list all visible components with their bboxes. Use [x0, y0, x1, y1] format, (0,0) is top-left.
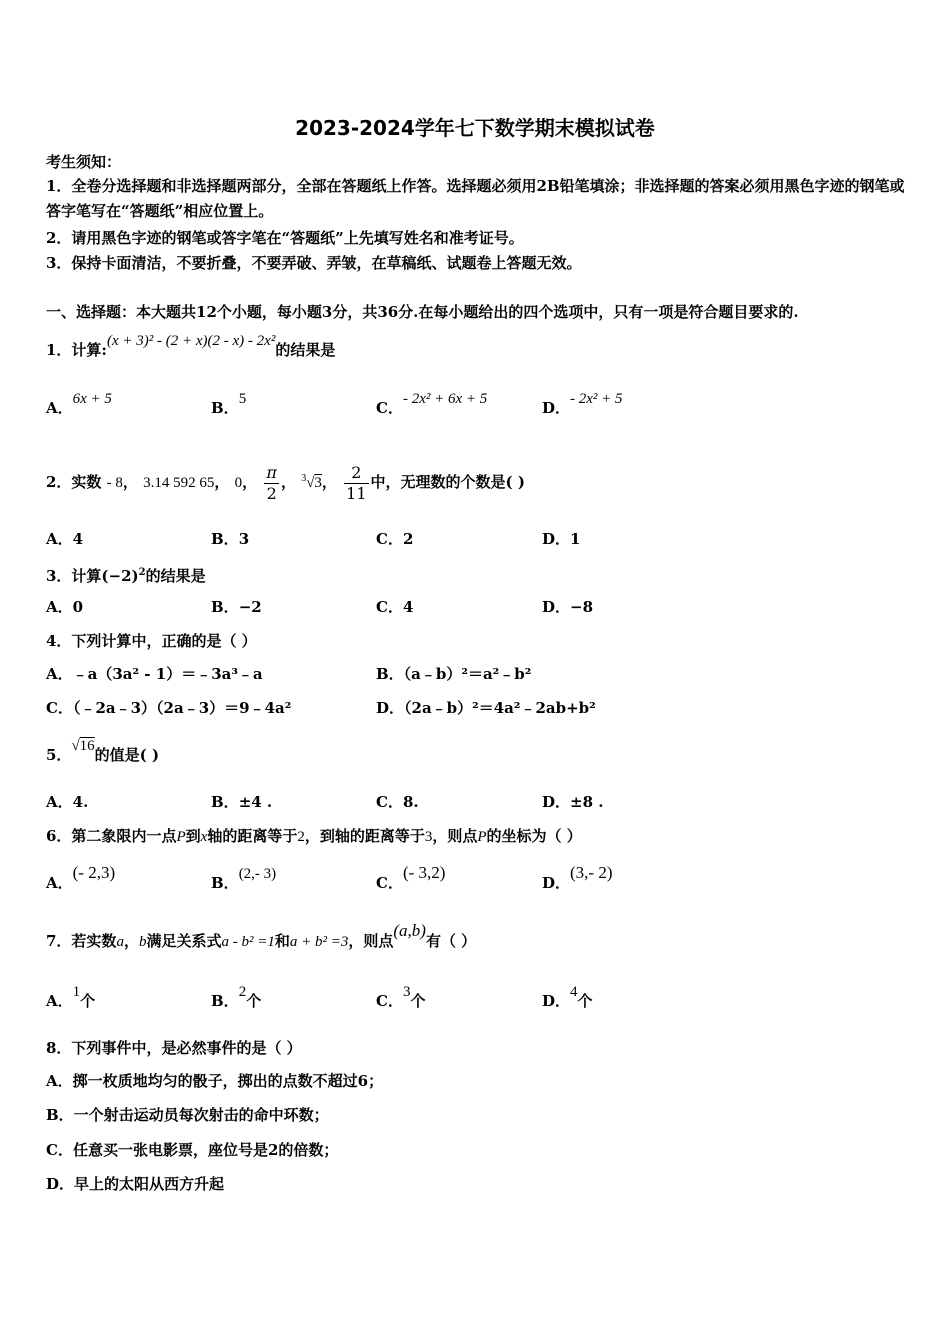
q2-option-c[interactable]: C．2	[376, 530, 414, 548]
q8-option-a[interactable]: A．掷一枚质地均匀的骰子，掷出的点数不超过6；	[46, 1072, 384, 1090]
q1-option-d-value: - 2x² + 5	[570, 391, 623, 407]
q2-number-3: 0	[234, 475, 243, 491]
question-1	[46, 333, 336, 361]
q8-option-b[interactable]: B．一个射击运动员每次射击的命中环数；	[46, 1106, 329, 1124]
question-8: 8．下列事件中，是必然事件的是（ ）	[46, 1039, 302, 1057]
q6-option-c[interactable]: C．(- 3,2)	[376, 863, 446, 892]
question-5: 5．√16的值是( )	[46, 738, 160, 764]
q2-cube-root: $^3$√3	[301, 473, 322, 491]
notice-item-1: 1．全卷分选择题和非选择题两部分，全部在答题纸上作答。选择题必须用2B铅笔填涂；非选择题的答案必须用黑色字迹的钢笔或答字笔写在“答题纸”相应位置上。	[46, 177, 905, 220]
q4-option-a[interactable]: A．﹣a（3a² - 1）＝﹣3a³﹣a	[46, 665, 263, 683]
notice-item-2: 2．请用黑色字迹的钢笔或答字笔在“答题纸”上先填写姓名和准考证号。	[46, 229, 524, 247]
q8-option-c[interactable]: C．任意买一张电影票，座位号是2的倍数；	[46, 1141, 339, 1159]
q7-option-c[interactable]: C．3个	[376, 984, 426, 1010]
question-7: 7．若实数a，b满足关系式a - b² =1和a + b² =3，则点(a,b)有（ ）	[46, 921, 477, 950]
q5-option-d[interactable]: D．±8 .	[542, 793, 604, 811]
question-2: 2．实数 - 8， 3.14 592 65， 0， $\frac{\pi}{2}$ ， $^3$√3， $\frac{2}{11}$ 中，无理数的个数是( )	[46, 462, 525, 503]
q1-prefix: 1．计算:	[46, 341, 107, 359]
q5-sqrt: √16	[71, 738, 95, 754]
q2-option-b[interactable]: B．3	[211, 530, 250, 548]
q7-option-d[interactable]: D．4个	[542, 984, 593, 1010]
q5-option-a[interactable]: A．4.	[46, 793, 89, 811]
q4-option-d[interactable]: D．（2a﹣b）²＝4a²﹣2ab+b²	[376, 699, 596, 717]
q4-option-c[interactable]: C．（﹣2a﹣3）（2a﹣3）＝9﹣4a²	[46, 699, 292, 717]
q3-option-c[interactable]: C．4	[376, 598, 414, 616]
q7-option-b[interactable]: B．2个	[211, 984, 262, 1010]
q2-suffix: 中，无理数的个数是( )	[370, 473, 525, 491]
q2-fraction-pi: $\frac{\pi}{2}$	[266, 462, 277, 503]
notice-heading: 考生须知：	[46, 153, 122, 171]
q1-option-d[interactable]: D．- 2x² + 5	[542, 391, 623, 417]
q2-option-a[interactable]: A．4	[46, 530, 84, 548]
q1-option-b[interactable]: B．5	[211, 391, 247, 417]
q7-option-a[interactable]: A．1个	[46, 984, 96, 1010]
question-4: 4．下列计算中，正确的是（ ）	[46, 632, 257, 650]
q3-option-d[interactable]: D．−8	[542, 598, 594, 616]
q5-option-c[interactable]: C．8.	[376, 793, 419, 811]
q8-option-d[interactable]: D．早上的太阳从西方升起	[46, 1175, 225, 1193]
q5-option-b[interactable]: B．±4 .	[211, 793, 273, 811]
q1-suffix: 的结果是	[275, 341, 336, 359]
section-heading: 一、选择题：本大题共12个小题，每小题3分，共36分.在每小题给出的四个选项中，只有一项是符合题目要求的.	[46, 303, 799, 321]
q3-option-b[interactable]: B．−2	[211, 598, 262, 616]
q2-number-2: 3.14 592 65	[143, 475, 215, 491]
notice-item-3: 3．保持卡面清洁，不要折叠，不要弄破、弄皱，在草稿纸、试题卷上答题无效。	[46, 254, 582, 272]
q2-number-1: - 8	[106, 475, 123, 491]
q2-option-d[interactable]: D．1	[542, 530, 581, 548]
q2-fraction-2-11: $\frac{2}{11}$	[346, 462, 367, 503]
q1-option-b-value: 5	[238, 391, 247, 407]
q1-option-c[interactable]: C．- 2x² + 6x + 5	[376, 391, 488, 417]
exam-title: 2023-2024学年七下数学期末模拟试卷	[295, 116, 655, 140]
q1-option-c-value: - 2x² + 6x + 5	[402, 391, 488, 407]
q2-prefix: 2．实数	[46, 473, 102, 491]
q1-expression: (x + 3)² - (2 + x)(2 - x) - 2x²	[106, 333, 276, 349]
question-3: 3．计算$(-2)^2$的结果是	[46, 567, 206, 585]
q6-option-b[interactable]: B．(2,- 3)	[211, 866, 277, 892]
q1-option-a[interactable]: A．6x + 5	[46, 391, 112, 417]
q3-option-a[interactable]: A．0	[46, 598, 84, 616]
q4-option-b[interactable]: B．（a﹣b）²＝a²﹣b²	[376, 665, 532, 683]
question-6: 6．第二象限内一点P到x轴的距离等于2，到轴的距离等于3，则点P的坐标为（ ）	[46, 827, 582, 845]
q1-option-a-value: 6x + 5	[72, 391, 112, 407]
q6-option-a[interactable]: A．(- 2,3)	[46, 863, 116, 892]
q6-option-d[interactable]: D．(3,- 2)	[542, 863, 613, 892]
